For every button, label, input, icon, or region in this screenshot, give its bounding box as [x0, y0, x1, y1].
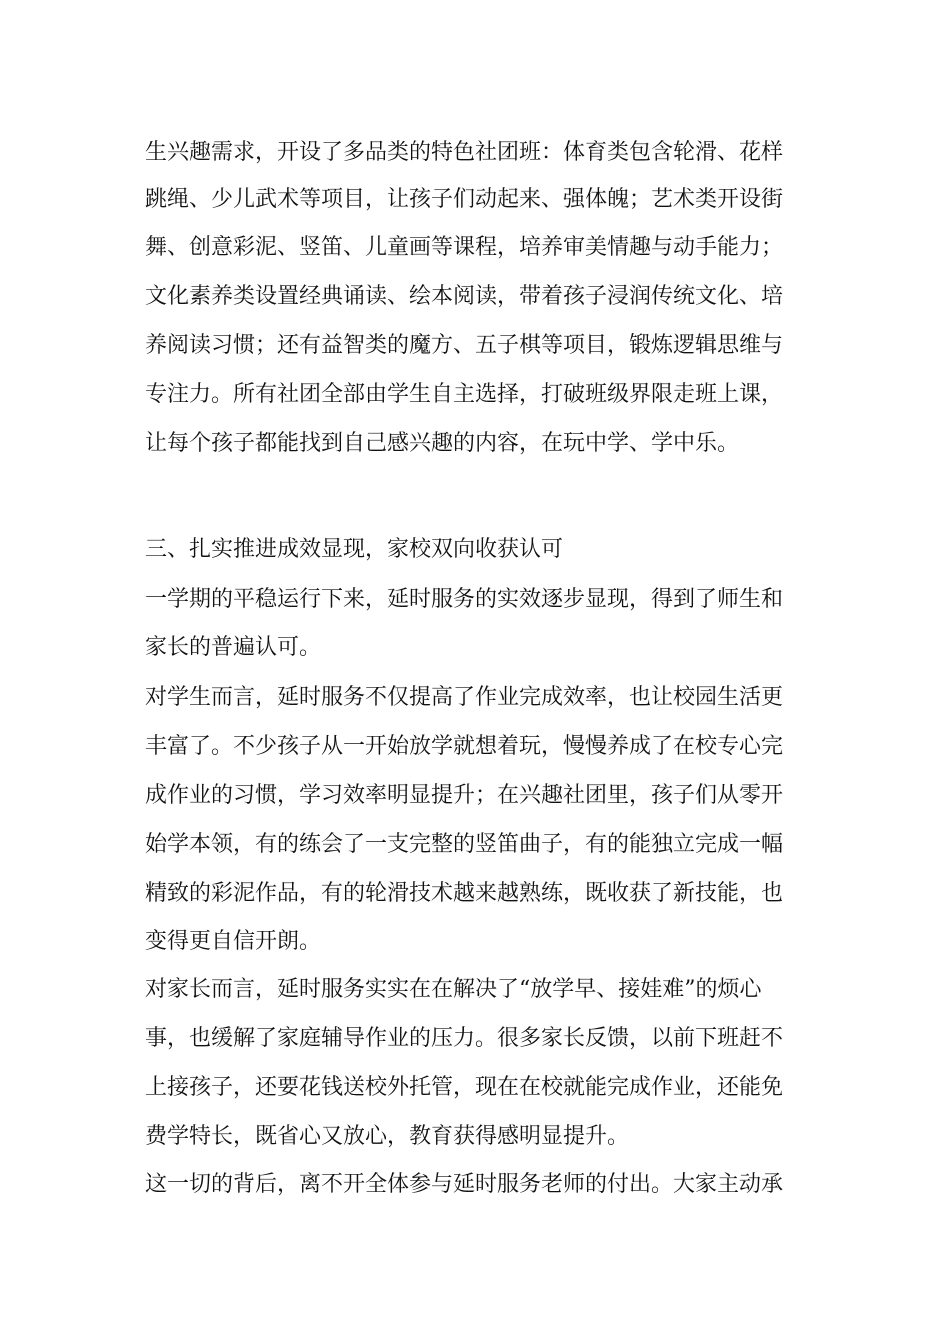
paragraph-line: 丰富了。不少孩子从一开始放学就想着玩，慢慢养成了在校专心完 — [145, 734, 784, 759]
paragraph-line: 专注力。所有社团全部由学生自主选择，打破班级界限走班上课， — [145, 382, 784, 407]
paragraph-line: 事，也缓解了家庭辅导作业的压力。很多家长反馈，以前下班赶不 — [145, 1026, 784, 1051]
paragraph-line: 精致的彩泥作品，有的轮滑技术越来越熟练，既收获了新技能，也 — [145, 881, 784, 906]
paragraph-line: 费学特长，既省心又放心，教育获得感明显提升。 — [145, 1124, 630, 1149]
paragraph-line: 跳绳、少儿武术等项目，让孩子们动起来、强体魄；艺术类开设街 — [145, 187, 784, 212]
paragraph-line: 对家长而言，延时服务实实在在解决了“放学早、接娃难”的烦心 — [145, 977, 762, 1002]
paragraph-line: 始学本领，有的练会了一支完整的竖笛曲子，有的能独立完成一幅 — [145, 832, 784, 857]
paragraph-line: 成作业的习惯，学习效率明显提升；在兴趣社团里，孩子们从零开 — [145, 783, 784, 808]
paragraph-line: 家长的普遍认可。 — [145, 635, 322, 660]
paragraph-line: 一学期的平稳运行下来，延时服务的实效逐步显现，得到了师生和 — [145, 587, 784, 612]
paragraph-line: 生兴趣需求，开设了多品类的特色社团班：体育类包含轮滑、花样 — [145, 140, 784, 165]
paragraph-line: 舞、创意彩泥、竖笛、儿童画等课程，培养审美情趣与动手能力； — [145, 235, 784, 260]
paragraph-line: 文化素养类设置经典诵读、绘本阅读，带着孩子浸润传统文化、培 — [145, 284, 784, 309]
section-heading: 三、扎实推进成效显现，家校双向收获认可 — [145, 537, 564, 562]
paragraph-line: 养阅读习惯；还有益智类的魔方、五子棋等项目，锻炼逻辑思维与 — [145, 333, 784, 358]
paragraph-line: 变得更自信开朗。 — [145, 929, 322, 954]
paragraph-line: 让每个孩子都能找到自己感兴趣的内容，在玩中学、学中乐。 — [145, 431, 740, 456]
paragraph-line: 这一切的背后，离不开全体参与延时服务老师的付出。大家主动承 — [145, 1172, 784, 1197]
paragraph-line: 上接孩子，还要花钱送校外托管，现在在校就能完成作业，还能免 — [145, 1075, 784, 1100]
paragraph-line: 对学生而言，延时服务不仅提高了作业完成效率，也让校园生活更 — [145, 685, 784, 710]
